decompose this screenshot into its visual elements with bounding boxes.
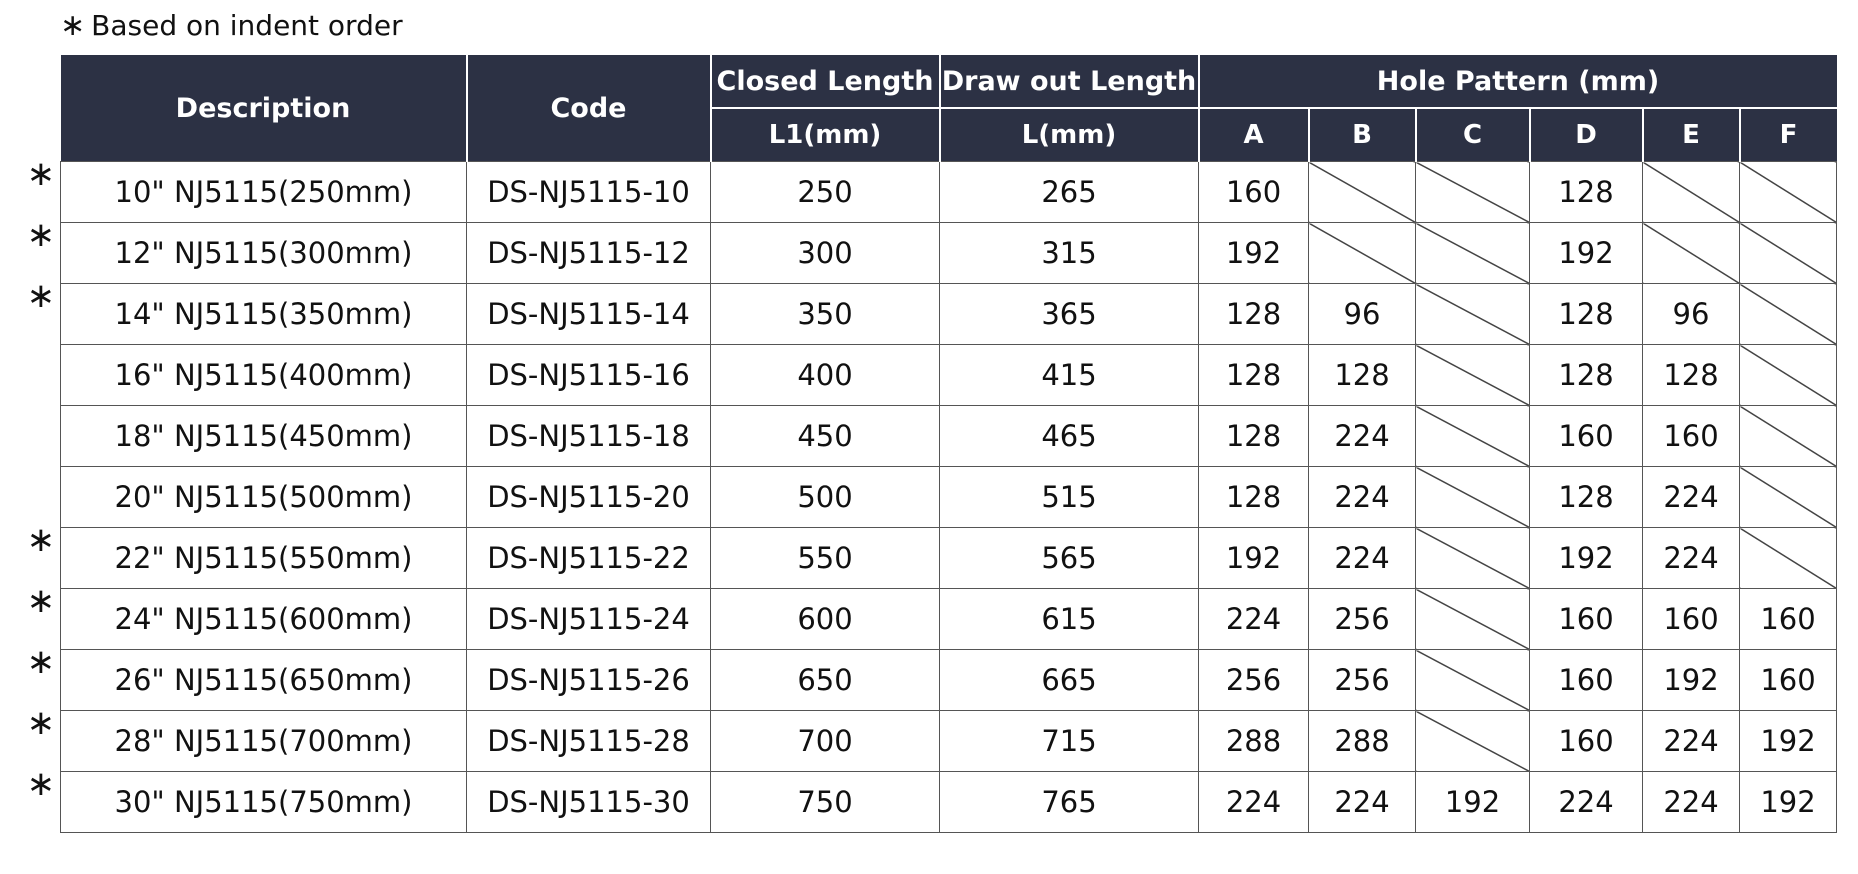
hole-c-empty-cell	[1416, 711, 1530, 772]
code-cell: DS-NJ5115-22	[467, 528, 711, 589]
hole-d-cell: 128	[1530, 284, 1643, 345]
row-marker-column	[26, 0, 56, 874]
table-row	[61, 772, 1837, 833]
code-cell: DS-NJ5115-20	[467, 467, 711, 528]
hole-a-cell: 128	[1199, 467, 1309, 528]
closed-length-cell: 700	[711, 711, 940, 772]
header-closed-length: Closed Length	[711, 55, 940, 108]
hole-d-cell: 128	[1530, 467, 1643, 528]
row-asterisk: ∗	[26, 702, 56, 743]
hole-c-empty-cell	[1416, 589, 1530, 650]
note-asterisk: ∗	[60, 8, 86, 43]
table-row	[61, 223, 1837, 284]
row-asterisk: ∗	[26, 153, 56, 194]
header-hole-d: D	[1530, 108, 1643, 162]
closed-length-cell: 300	[711, 223, 940, 284]
table-row	[61, 589, 1837, 650]
hole-d-cell: 160	[1530, 406, 1643, 467]
hole-e-cell: 224	[1643, 528, 1740, 589]
draw-out-length-cell: 365	[940, 284, 1199, 345]
hole-d-cell: 160	[1530, 711, 1643, 772]
closed-length-cell: 750	[711, 772, 940, 833]
table-row	[61, 467, 1837, 528]
hole-b-cell: 256	[1309, 650, 1416, 711]
header-row-top	[61, 55, 1837, 108]
closed-length-cell: 350	[711, 284, 940, 345]
hole-c-cell: 192	[1416, 772, 1530, 833]
description-cell: 20" NJ5115(500mm)	[61, 467, 467, 528]
hole-d-cell: 128	[1530, 162, 1643, 223]
hole-a-cell: 192	[1199, 223, 1309, 284]
code-cell: DS-NJ5115-30	[467, 772, 711, 833]
draw-out-length-cell: 315	[940, 223, 1199, 284]
closed-length-cell: 550	[711, 528, 940, 589]
row-asterisk: ∗	[26, 763, 56, 804]
hole-e-cell: 224	[1643, 467, 1740, 528]
hole-f-empty-cell	[1740, 284, 1837, 345]
hole-b-cell: 256	[1309, 589, 1416, 650]
code-cell: DS-NJ5115-24	[467, 589, 711, 650]
draw-out-length-cell: 515	[940, 467, 1199, 528]
draw-out-length-cell: 265	[940, 162, 1199, 223]
header-hole-f: F	[1740, 108, 1837, 162]
hole-b-cell: 224	[1309, 467, 1416, 528]
draw-out-length-cell: 715	[940, 711, 1199, 772]
table-row	[61, 162, 1837, 223]
indent-order-note	[60, 8, 403, 43]
closed-length-cell: 400	[711, 345, 940, 406]
draw-out-length-cell: 765	[940, 772, 1199, 833]
hole-e-empty-cell	[1643, 223, 1740, 284]
header-hole-e: E	[1643, 108, 1740, 162]
specification-table	[60, 55, 1837, 833]
hole-f-cell: 192	[1740, 711, 1837, 772]
hole-f-empty-cell	[1740, 406, 1837, 467]
hole-c-empty-cell	[1416, 528, 1530, 589]
hole-c-empty-cell	[1416, 162, 1530, 223]
draw-out-length-cell: 615	[940, 589, 1199, 650]
hole-e-cell: 224	[1643, 711, 1740, 772]
header-hole-a: A	[1199, 108, 1309, 162]
header-code: Code	[467, 55, 711, 162]
hole-f-cell: 160	[1740, 650, 1837, 711]
hole-b-cell: 224	[1309, 406, 1416, 467]
hole-d-cell: 224	[1530, 772, 1643, 833]
table-row	[61, 650, 1837, 711]
hole-b-empty-cell	[1309, 223, 1416, 284]
row-asterisk: ∗	[26, 641, 56, 682]
description-cell: 16" NJ5115(400mm)	[61, 345, 467, 406]
hole-d-cell: 192	[1530, 528, 1643, 589]
table-row	[61, 345, 1837, 406]
hole-a-cell: 288	[1199, 711, 1309, 772]
hole-b-cell: 128	[1309, 345, 1416, 406]
hole-e-cell: 160	[1643, 406, 1740, 467]
hole-f-empty-cell	[1740, 223, 1837, 284]
table-row	[61, 528, 1837, 589]
header-hole-c: C	[1416, 108, 1530, 162]
hole-b-cell: 288	[1309, 711, 1416, 772]
hole-c-empty-cell	[1416, 345, 1530, 406]
table-row	[61, 711, 1837, 772]
code-cell: DS-NJ5115-14	[467, 284, 711, 345]
description-cell: 14" NJ5115(350mm)	[61, 284, 467, 345]
hole-d-cell: 192	[1530, 223, 1643, 284]
hole-c-empty-cell	[1416, 284, 1530, 345]
draw-out-length-cell: 465	[940, 406, 1199, 467]
note-text: Based on indent order	[91, 9, 403, 42]
hole-a-cell: 128	[1199, 345, 1309, 406]
header-hole-pattern: Hole Pattern (mm)	[1199, 55, 1837, 108]
hole-d-cell: 160	[1530, 589, 1643, 650]
draw-out-length-cell: 665	[940, 650, 1199, 711]
closed-length-cell: 600	[711, 589, 940, 650]
row-asterisk: ∗	[26, 214, 56, 255]
code-cell: DS-NJ5115-28	[467, 711, 711, 772]
description-cell: 10" NJ5115(250mm)	[61, 162, 467, 223]
hole-e-cell: 224	[1643, 772, 1740, 833]
hole-e-cell: 96	[1643, 284, 1740, 345]
hole-a-cell: 256	[1199, 650, 1309, 711]
closed-length-cell: 500	[711, 467, 940, 528]
hole-e-empty-cell	[1643, 162, 1740, 223]
description-cell: 24" NJ5115(600mm)	[61, 589, 467, 650]
table-row	[61, 406, 1837, 467]
code-cell: DS-NJ5115-18	[467, 406, 711, 467]
hole-a-cell: 128	[1199, 284, 1309, 345]
closed-length-cell: 250	[711, 162, 940, 223]
row-asterisk: ∗	[26, 275, 56, 316]
header-draw-out-length: Draw out Length	[940, 55, 1199, 108]
hole-b-cell: 96	[1309, 284, 1416, 345]
hole-e-cell: 192	[1643, 650, 1740, 711]
description-cell: 22" NJ5115(550mm)	[61, 528, 467, 589]
table-body	[61, 162, 1837, 833]
hole-a-cell: 224	[1199, 772, 1309, 833]
hole-d-cell: 160	[1530, 650, 1643, 711]
hole-f-cell: 192	[1740, 772, 1837, 833]
code-cell: DS-NJ5115-16	[467, 345, 711, 406]
hole-c-empty-cell	[1416, 406, 1530, 467]
header-hole-b: B	[1309, 108, 1416, 162]
hole-a-cell: 224	[1199, 589, 1309, 650]
hole-d-cell: 128	[1530, 345, 1643, 406]
hole-f-empty-cell	[1740, 345, 1837, 406]
code-cell: DS-NJ5115-26	[467, 650, 711, 711]
hole-f-cell: 160	[1740, 589, 1837, 650]
description-cell: 28" NJ5115(700mm)	[61, 711, 467, 772]
hole-c-empty-cell	[1416, 223, 1530, 284]
description-cell: 30" NJ5115(750mm)	[61, 772, 467, 833]
header-l-unit: L(mm)	[940, 108, 1199, 162]
hole-e-cell: 160	[1643, 589, 1740, 650]
draw-out-length-cell: 565	[940, 528, 1199, 589]
hole-b-cell: 224	[1309, 772, 1416, 833]
description-cell: 18" NJ5115(450mm)	[61, 406, 467, 467]
hole-f-empty-cell	[1740, 162, 1837, 223]
code-cell: DS-NJ5115-12	[467, 223, 711, 284]
hole-c-empty-cell	[1416, 467, 1530, 528]
draw-out-length-cell: 415	[940, 345, 1199, 406]
row-asterisk: ∗	[26, 580, 56, 621]
table-row	[61, 284, 1837, 345]
closed-length-cell: 650	[711, 650, 940, 711]
hole-b-empty-cell	[1309, 162, 1416, 223]
code-cell: DS-NJ5115-10	[467, 162, 711, 223]
hole-a-cell: 160	[1199, 162, 1309, 223]
description-cell: 26" NJ5115(650mm)	[61, 650, 467, 711]
hole-b-cell: 224	[1309, 528, 1416, 589]
description-cell: 12" NJ5115(300mm)	[61, 223, 467, 284]
hole-a-cell: 128	[1199, 406, 1309, 467]
closed-length-cell: 450	[711, 406, 940, 467]
hole-f-empty-cell	[1740, 528, 1837, 589]
row-asterisk: ∗	[26, 519, 56, 560]
header-description: Description	[61, 55, 467, 162]
hole-e-cell: 128	[1643, 345, 1740, 406]
hole-f-empty-cell	[1740, 467, 1837, 528]
header-l1-unit: L1(mm)	[711, 108, 940, 162]
hole-c-empty-cell	[1416, 650, 1530, 711]
hole-a-cell: 192	[1199, 528, 1309, 589]
